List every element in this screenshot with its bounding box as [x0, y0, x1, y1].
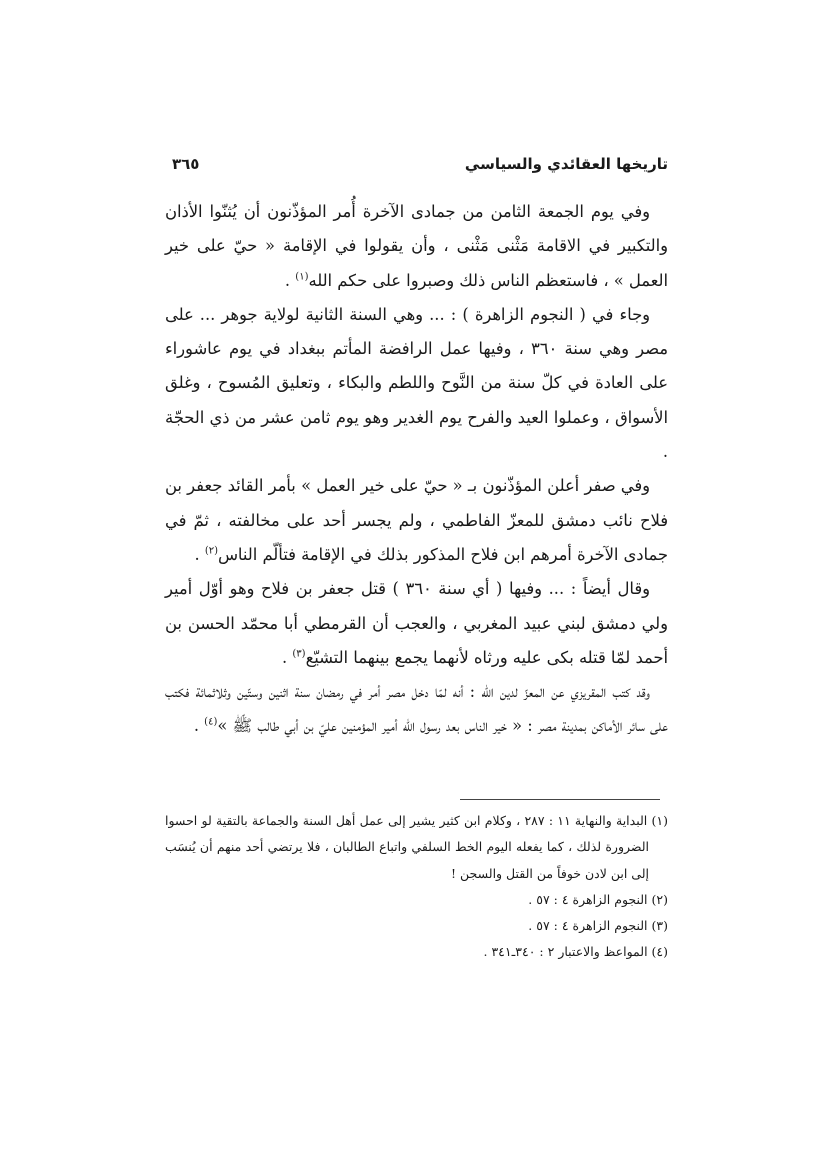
paragraph-end: .	[282, 647, 293, 667]
page-number: ٣٦٥	[172, 155, 200, 173]
paragraph-text: وفي يوم الجمعة الثامن من جمادى الآخرة أُمر المؤذّنون أن يُثنّوا الأذان والتكبير في الاقامة مَثْنى مَثْنى ، وأن يقولوا في الإقامة « حيّ على خير العمل » ، فاستعظم الناس ذلك وصبروا على حكم الله	[165, 202, 668, 290]
page-header	[172, 155, 668, 173]
paragraph-end: .	[193, 716, 205, 736]
paragraph	[165, 469, 668, 572]
footnote: (٢) النجوم الزاهرة ٤ : ٥٧ .	[528, 891, 668, 907]
running-title: تاريخها العقائدي والسياسي	[464, 155, 668, 173]
paragraph	[165, 298, 668, 469]
footnote-ref: (١)	[295, 271, 309, 283]
paragraph	[165, 675, 668, 744]
footnote-divider	[460, 799, 660, 800]
paragraph-end: .	[194, 544, 205, 564]
footnote-ref: (٢)	[204, 545, 219, 557]
footnote-ref: (٤)	[204, 717, 218, 729]
footnotes	[165, 808, 668, 966]
paragraph-end: .	[284, 270, 296, 290]
paragraph	[165, 572, 668, 675]
footnote-ref: (٣)	[292, 648, 306, 660]
footnote: (٣) النجوم الزاهرة ٤ : ٥٧ .	[528, 918, 668, 934]
paragraph-text: وقال أيضاً : ... وفيها ( أي سنة ٣٦٠ ) قتل جعفر بن فلاح وهو أوّل أمير ولي دمشق لبني عبيد المغربي ، والعجب أن القرمطي أبا محمّد الحسن بن أحمد لمّا قتله بكى عليه ورثاه لأنهما يجمع بينهما التشيّع	[165, 579, 668, 667]
footnote: (١) البداية والنهاية ١١ : ٢٨٧ ، وكلام ابن كثير يشير إلى عمل أهل السنة والجماعة بالتقية لو احسوا الضرورة لذلك ، كما يفعله اليوم الخط السلفي واتباع الطالبان ، فلا يرتضي أحد منهم أن يُنسَب إلى ابن لادن خوفاً من القتل والسجن !	[165, 813, 668, 881]
paragraph-text: وجاء في ( النجوم الزاهرة ) : ... وهي السنة الثانية لولاية جوهر ... على مصر وهي سنة ٣٦٠ ، وفيها عمل الرافضة المأتم ببغداد في يوم عاشوراء على العادة في كلّ سنة من النَّوح واللطم والبكاء ، وتعليق المُسوح ، وغلق الأسواق ، وعملوا العيد والفرح يوم الغدير وهو يوم ثامن عشر من ذي الحجّة .	[165, 304, 668, 462]
paragraph-text: وقد كتب المقريزي عن المعزّ لدين الله : أنه لمّا دخل مصر أمر في رمضان سنة اثنين وستّين وثلاثمائة فكتب على سائر الأماكن بمدينة مصر : « خير الناس بعد رسول الله أمير المؤمنين عليّ بن أبي طالب ﷺ »	[165, 682, 668, 736]
main-text	[165, 195, 668, 744]
paragraph-text: وفي صفر أعلن المؤذّنون بـ « حيّ على خير العمل » بأمر القائد جعفر بن فلاح نائب دمشق للمعزّ الفاطمي ، ولم يجسر أحد على مخالفته ، ثمّ في جمادى الآخرة أمرهم ابن فلاح المذكور بذلك في الإقامة فتألّم الناس	[165, 476, 668, 564]
paragraph	[165, 195, 668, 298]
footnote: (٤) المواعظ والاعتبار ٢ : ٣٤٠ـ٣٤١ .	[483, 944, 668, 960]
